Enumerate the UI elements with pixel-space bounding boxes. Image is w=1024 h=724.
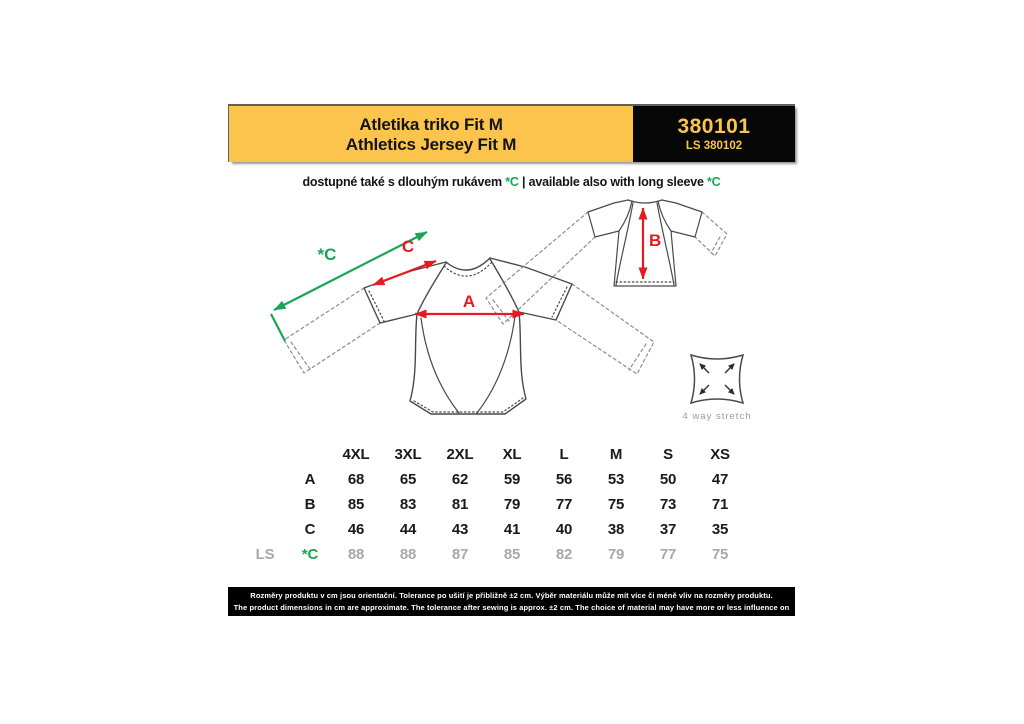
cell-c-4xl: 46 (347, 521, 365, 538)
front-side-seam-left (421, 318, 459, 413)
table-spacer (290, 442, 330, 467)
row-label-c: C (304, 521, 316, 538)
cell-b-4xl: 85 (347, 496, 365, 513)
a-measure-label: A (462, 292, 476, 311)
table-spacer (240, 492, 290, 517)
cell-b-m: 75 (607, 496, 625, 513)
table-spacer (240, 467, 290, 492)
cell-c-l: 40 (555, 521, 573, 538)
back-body-outline (588, 200, 702, 286)
cell-lsc-3xl: 88 (399, 546, 417, 563)
cell-a-xs: 47 (711, 471, 729, 488)
long-sleeve-measure-label: *C (317, 245, 337, 264)
front-side-seam-right (477, 316, 515, 413)
cell-c-s: 37 (659, 521, 677, 538)
cell-a-s: 50 (659, 471, 677, 488)
front-body-outline (364, 258, 572, 414)
cell-c-m: 38 (607, 521, 625, 538)
product-code-long-sleeve: LS 380102 (685, 139, 743, 152)
table-spacer (240, 442, 290, 467)
disclaimer-cz: Rozměry produktu v cm jsou orientační. Tolerance po ušití je přibližně ±2 cm. Výběr materiálu může mít více či méně vliv na rozměry produktu. (250, 591, 773, 600)
cell-a-4xl: 68 (347, 471, 365, 488)
disclaimer-en: The product dimensions in cm are approximate. The tolerance after sewing is approx. ±2 cm. The choice of material may have more or less influence on the dimensions of the product. (233, 603, 790, 624)
cell-lsc-4xl: 88 (347, 546, 365, 563)
product-title-block (228, 106, 633, 162)
size-table (240, 442, 746, 567)
product-title-cz: Atletika triko Fit M (359, 114, 503, 134)
back-long-sleeves-dashed (486, 212, 727, 324)
note-marker-en: *C (706, 175, 721, 189)
row-label-a: A (304, 471, 316, 488)
note-text-cz: dostupné také s dlouhým rukávem (302, 175, 502, 189)
front-raglan-seam-left (417, 263, 446, 314)
cell-lsc-2xl: 87 (451, 546, 469, 563)
front-raglan-seam-right (490, 259, 519, 312)
header-bar (228, 104, 795, 162)
cell-a-2xl: 62 (451, 471, 469, 488)
long-sleeve-note (228, 175, 795, 189)
size-header-l: L (559, 446, 569, 463)
back-view-drawing (486, 200, 727, 324)
measurement-arrows (271, 208, 643, 341)
table-spacer (240, 517, 290, 542)
cell-c-xl: 41 (503, 521, 521, 538)
size-header-xs: XS (710, 446, 730, 463)
size-header-2xl: 2XL (446, 446, 474, 463)
cell-lsc-l: 82 (555, 546, 573, 563)
front-view-drawing (284, 258, 654, 414)
long-sleeve-measure-extension (271, 314, 285, 341)
cell-lsc-xs: 75 (711, 546, 729, 563)
product-title-en: Athletics Jersey Fit M (345, 134, 517, 154)
c-measure-label: C (401, 237, 415, 256)
size-header-m: M (609, 446, 623, 463)
note-text-en: available also with long sleeve (528, 175, 704, 189)
size-header-s: S (663, 446, 673, 463)
size-header-xl: XL (502, 446, 522, 463)
row-label-ls-marker: *C (301, 546, 319, 563)
stretch-label: 4 way stretch (682, 411, 752, 422)
size-header-4xl: 4XL (342, 446, 370, 463)
cell-b-xs: 71 (711, 496, 729, 513)
c-measure-arrow (373, 261, 436, 285)
cell-b-xl: 79 (503, 496, 521, 513)
disclaimer-bar (228, 587, 795, 624)
cell-b-3xl: 83 (399, 496, 417, 513)
row-label-ls: LS (255, 546, 275, 563)
garment-diagram (228, 190, 798, 435)
cell-c-2xl: 43 (451, 521, 469, 538)
note-marker-cz: *C (505, 175, 519, 189)
front-collar (446, 258, 490, 270)
back-panel-seam-left (616, 203, 633, 285)
cell-lsc-s: 77 (659, 546, 677, 563)
note-divider: | (521, 175, 526, 189)
stretch-icon (691, 355, 743, 403)
cell-a-m: 53 (607, 471, 625, 488)
cell-a-l: 56 (555, 471, 573, 488)
cell-b-s: 73 (659, 496, 677, 513)
cell-c-xs: 35 (711, 521, 729, 538)
cell-c-3xl: 44 (399, 521, 417, 538)
cell-lsc-m: 79 (607, 546, 625, 563)
cell-a-xl: 59 (503, 471, 521, 488)
product-code-block (633, 106, 795, 162)
front-hem-stitching (414, 398, 523, 412)
size-header-3xl: 3XL (394, 446, 422, 463)
cell-b-2xl: 81 (451, 496, 469, 513)
cell-b-l: 77 (555, 496, 573, 513)
cell-a-3xl: 65 (399, 471, 417, 488)
row-label-b: B (304, 496, 316, 513)
product-code: 380101 (677, 114, 751, 138)
cell-lsc-xl: 85 (503, 546, 521, 563)
b-measure-label: B (649, 231, 662, 250)
front-collar-stitching (444, 262, 492, 276)
